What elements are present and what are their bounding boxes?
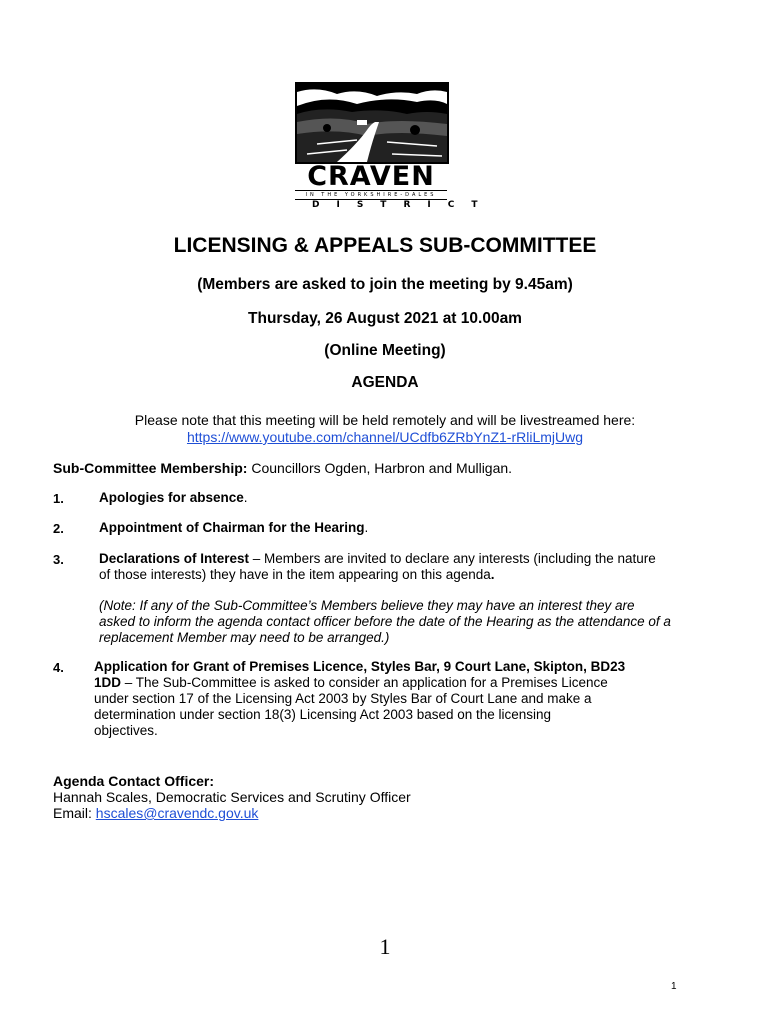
contact-heading: Agenda Contact Officer: xyxy=(53,773,215,789)
item-4-line: under section 17 of the Licensing Act 2003 by Styles Bar of Court Lane and make a xyxy=(94,691,592,706)
item-3-note-line: (Note: If any of the Sub-Committee’s Members believe they may have an interest they are xyxy=(99,598,635,613)
logo-wordmark: CRAVEN xyxy=(307,161,435,192)
members-note: (Members are asked to join the meeting by 9.45am) xyxy=(197,276,573,293)
item-3-line1: – Members are invited to declare any interests (including the nature xyxy=(249,551,656,566)
membership-text: Councillors Ogden, Harbron and Mulligan. xyxy=(247,460,513,476)
livestream-note: Please note that this meeting will be held remotely and will be livestreamed here: xyxy=(134,412,636,428)
item-3-note-line: asked to inform the agenda contact officer before the date of the Hearing as the attendance of a xyxy=(99,614,671,629)
membership-label: Sub-Committee Membership: xyxy=(53,460,248,476)
item-2 xyxy=(99,520,368,536)
item-4-line: objectives. xyxy=(94,723,158,738)
item-1-title: Apologies for absence xyxy=(99,490,244,505)
item-1 xyxy=(99,490,248,506)
contact-email-label: Email: xyxy=(53,805,96,821)
page-number-corner: 1 xyxy=(671,981,677,992)
item-4 xyxy=(94,659,714,739)
item-3-number: 3. xyxy=(53,552,64,567)
item-3 xyxy=(99,551,719,583)
contact-email-link[interactable]: hscales@cravendc.gov.uk xyxy=(95,805,259,821)
item-3-line2: of those interests) they have in the item appearing on this agenda xyxy=(99,567,491,582)
livestream-link[interactable]: https://www.youtube.com/channel/UCdfb6ZRbYnZ1-rRliLmjUwg xyxy=(186,429,584,445)
item-2-number: 2. xyxy=(53,521,64,536)
item-3-note-line: replacement Member may need to be arranged.) xyxy=(99,630,390,645)
logo-district: DISTRICT xyxy=(312,200,495,210)
item-4-number: 4. xyxy=(53,660,64,675)
agenda-heading: AGENDA xyxy=(351,374,419,391)
craven-district-logo xyxy=(295,82,495,210)
livestream-line xyxy=(0,429,770,445)
item-1-punct: . xyxy=(243,490,248,505)
item-4-title-line2: 1DD xyxy=(94,675,122,690)
item-4-line: determination under section 18(3) Licensing Act 2003 based on the licensing xyxy=(94,707,552,722)
item-2-punct: . xyxy=(364,520,369,535)
meeting-date: Thursday, 26 August 2021 at 10.00am xyxy=(248,310,522,327)
meeting-type: (Online Meeting) xyxy=(324,342,446,359)
contact-name: Hannah Scales, Democratic Services and Scrutiny Officer xyxy=(53,789,411,805)
item-4-title-line1: Application for Grant of Premises Licence, Styles Bar, 9 Court Lane, Skipton, BD23 xyxy=(94,659,626,674)
dales-landscape-image xyxy=(295,82,449,164)
item-3-punct: . xyxy=(490,567,495,582)
contact-block xyxy=(53,773,411,821)
logo-tagline: IN THE YORKSHIRE-DALES xyxy=(295,190,447,200)
item-1-number: 1. xyxy=(53,491,64,506)
item-4-line: – The Sub-Committee is asked to consider an application for a Premises Licence xyxy=(121,675,608,690)
page-number-center: 1 xyxy=(379,934,391,959)
item-3-title: Declarations of Interest xyxy=(99,551,250,566)
document-title: LICENSING & APPEALS SUB-COMMITTEE xyxy=(173,234,597,257)
item-2-title: Appointment of Chairman for the Hearing xyxy=(99,520,365,535)
membership-line xyxy=(53,460,512,476)
landscape-illustration xyxy=(297,84,447,162)
item-3-note xyxy=(99,598,719,646)
